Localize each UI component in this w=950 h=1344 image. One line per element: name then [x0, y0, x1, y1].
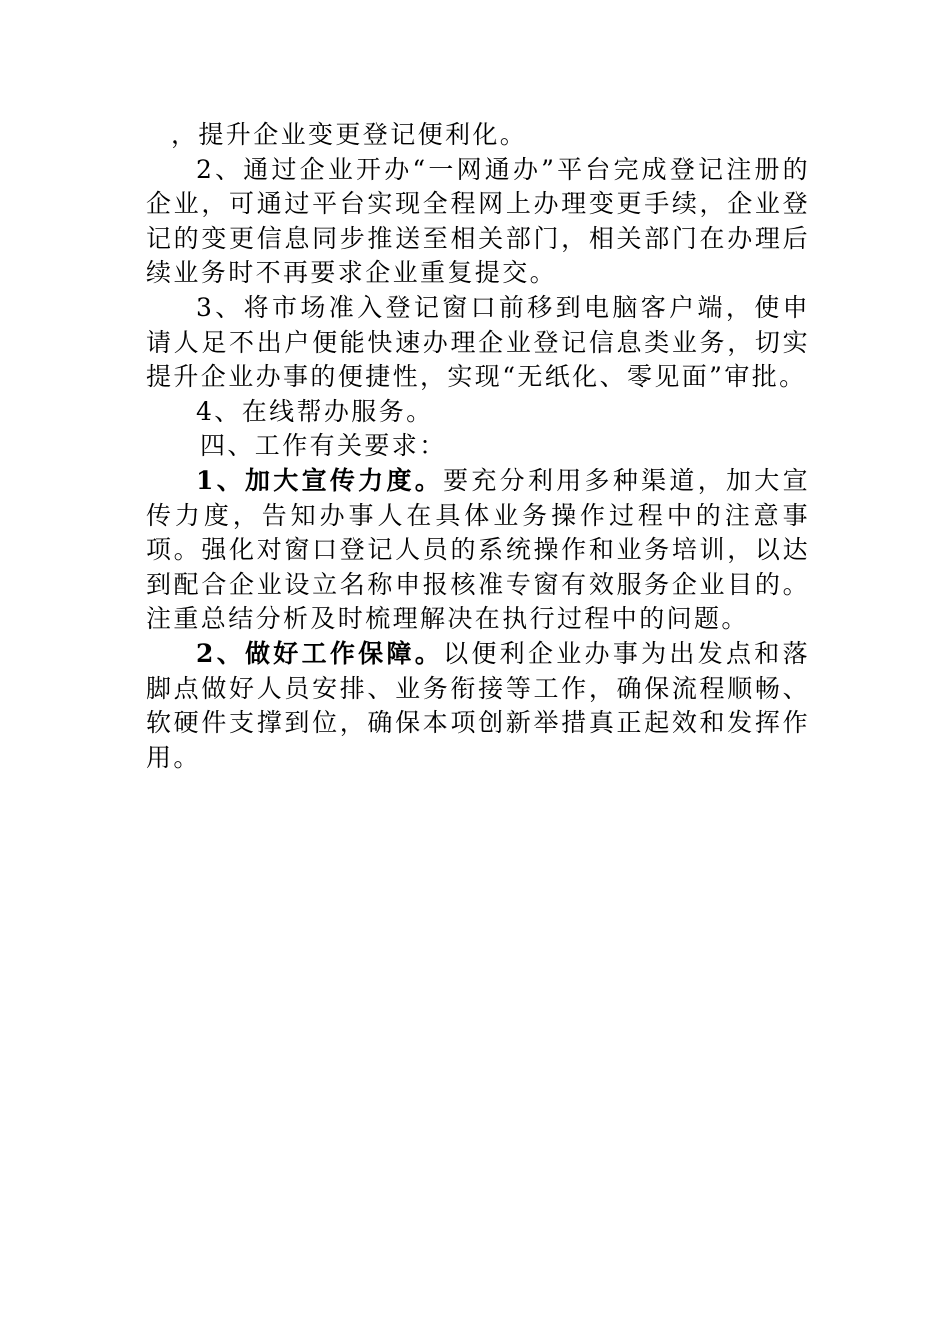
paragraph-item-4: 4、在线帮办服务。	[196, 396, 434, 426]
section-heading: 四、工作有关要求：	[200, 431, 447, 461]
requirement-body-2: 以便利企业办事为出发点和落脚点做好人员安排、业务衔接等工作，确保流程顺畅、软硬件支撑到位，确保本项创新举措真正起效和发挥作用。	[146, 638, 811, 772]
requirement-body-1: 要充分利用多种渠道，加大宣传力度，告知办事人在具体业务操作过程中的注意事项。强化对窗口登记人员的系统操作和业务培训，以达到配合企业设立名称申报核准专窗有效服务企业目的。注重总结分析及时梳理解决在执行过程中的问题。	[146, 465, 811, 634]
paragraph-item-3: 3、将市场准入登记窗口前移到电脑客户端，使申请人足不出户便能快速办理企业登记信息类业务，切实提升企业办事的便捷性，实现“无纸化、零见面”审批。	[146, 292, 810, 392]
requirement-lead-1: 1、加大宣传力度。	[196, 465, 444, 495]
requirement-lead-2: 2、做好工作保障。	[196, 638, 444, 668]
requirement-item-2	[146, 637, 810, 775]
paragraph-item-2: 2、通过企业开办“一网通办”平台完成登记注册的企业，可通过平台实现全程网上办理变更手续，企业登记的变更信息同步推送至相关部门，相关部门在办理后续业务时不再要求企业重复提交。	[146, 154, 810, 288]
document-page	[146, 118, 810, 775]
requirement-item-1	[146, 464, 810, 637]
paragraph-continuation: ，提升企业变更登记便利化。	[171, 120, 528, 149]
